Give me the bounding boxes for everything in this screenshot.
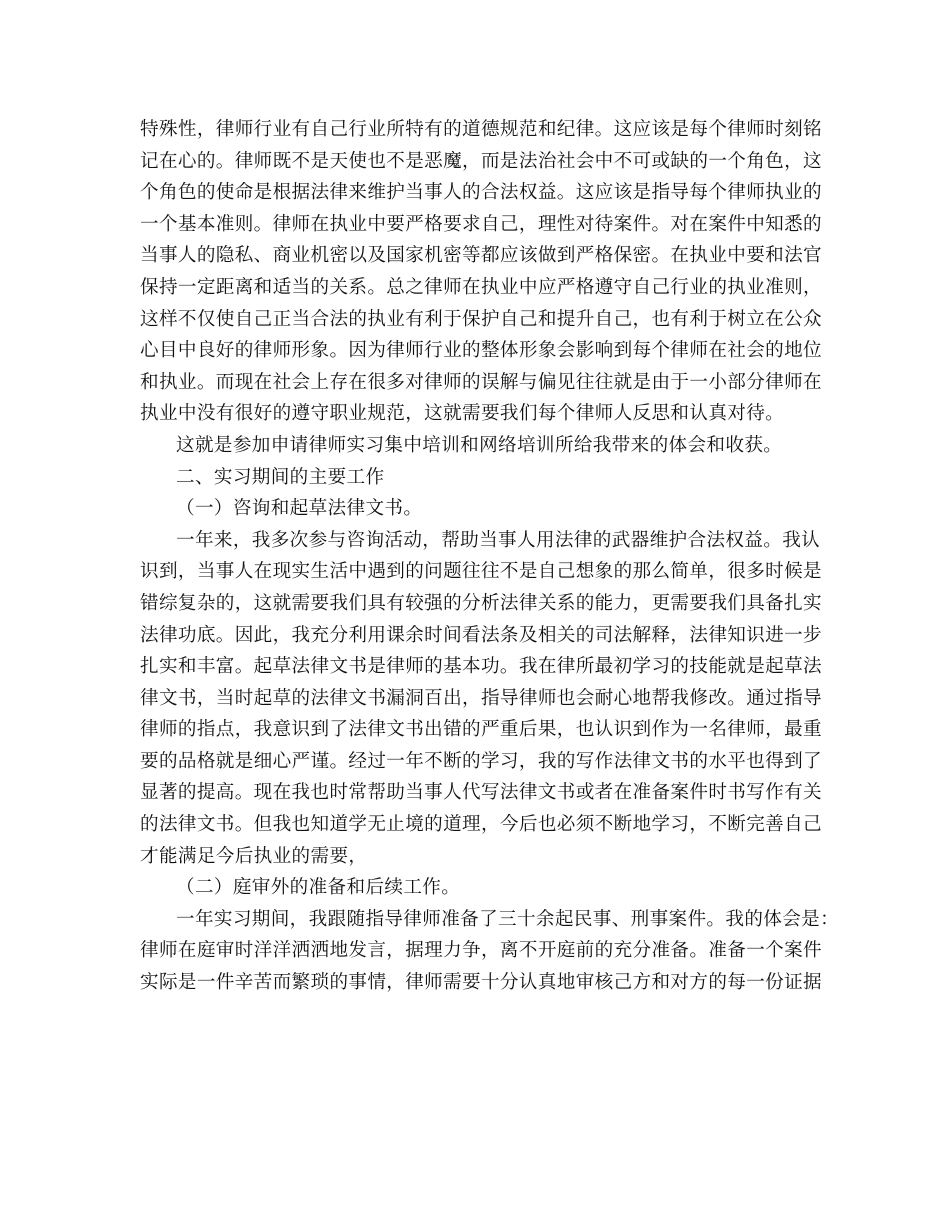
text-line: 特殊性，律师行业有自己行业所特有的道德规范和纪律。这应该是每个律师时刻铭 — [140, 119, 822, 140]
text-line: 才能满足今后执业的需要， — [140, 845, 368, 867]
text-line: 错综复杂的，这就需要我们具有较强的分析法律关系的能力，更需要我们具备扎实 — [140, 592, 822, 614]
text-line: 和执业。而现在社会上存在很多对律师的误解与偏见往往就是由于一小部分律师在 — [140, 371, 822, 393]
text-line: 心目中良好的律师形象。因为律师行业的整体形象会影响到每个律师在社会的地位 — [140, 340, 822, 362]
text-line: 律师在庭审时洋洋洒洒地发言，据理力争，离不开庭前的充分准备。准备一个案件 — [140, 940, 822, 962]
text-line: 显著的提高。现在我也时常帮助当事人代写法律文书或者在准备案件时书写作有关 — [140, 782, 822, 804]
text-line: 要的品格就是细心严谨。经过一年不断的学习，我的写作法律文书的水平也得到了 — [140, 750, 822, 772]
text-line: 扎实和丰富。起草法律文书是律师的基本功。我在律所最初学习的技能就是起草法 — [140, 656, 822, 678]
text-line: 执业中没有很好的遵守职业规范，这就需要我们每个律师人反思和认真对待。 — [140, 403, 785, 425]
text-line: 记在心的。律师既不是天使也不是恶魔，而是法治社会中不可或缺的一个角色，这 — [140, 150, 822, 172]
text-line: 这样不仅使自己正当合法的执业有利于保护自己和提升自己，也有利于树立在公众 — [140, 308, 822, 330]
document-body — [140, 114, 840, 999]
paragraph-consulting — [140, 525, 820, 873]
text-line: 的法律文书。但我也知道学无止境的道理，今后也必须不断地学习，不断完善自己 — [140, 814, 822, 836]
paragraph-preparation — [140, 904, 840, 999]
text-line: 个角色的使命是根据法律来维护当事人的合法权益。这应该是指导每个律师执业的 — [140, 182, 822, 204]
text-line: 法律功底。因此，我充分利用课余时间看法条及相关的司法解释，法律知识进一步 — [140, 624, 822, 646]
text-line: 识到，当事人在现实生活中遇到的问题往往不是自己想象的那么简单，很多时候是 — [140, 561, 822, 583]
text-line: 实际是一件辛苦而繁琐的事情，律师需要十分认真地审核己方和对方的每一份证据 — [140, 972, 822, 994]
text-line: 当事人的隐私、商业机密以及国家机密等都应该做到严格保密。在执业中要和法官 — [140, 245, 822, 267]
section-heading: 二、实习期间的主要工作 — [176, 466, 385, 488]
text-line: 一年来，我多次参与咨询活动，帮助当事人用法律的武器维护合法权益。我认 — [176, 529, 821, 551]
subsection-heading-preparation: （二）庭审外的准备和后续工作。 — [176, 877, 461, 899]
subsection-heading-consulting: （一）咨询和起草法律文书。 — [176, 498, 423, 520]
text-line: 一年实习期间，我跟随指导律师准备了三十余起民事、刑事案件。我的体会是： — [176, 908, 840, 930]
text-line: 一个基本准则。律师在执业中要严格要求自己，理性对待案件。对在案件中知悉的 — [140, 213, 822, 235]
text-line: 保持一定距离和适当的关系。总之律师在执业中应严格遵守自己行业的执业准则， — [140, 276, 822, 298]
text-line: 律师的指点，我意识到了法律文书出错的严重后果，也认识到作为一名律师，最重 — [140, 719, 822, 741]
paragraph-continuation — [140, 114, 820, 430]
text-line: 律文书，当时起草的法律文书漏洞百出，指导律师也会耐心地帮我修改。通过指导 — [140, 687, 822, 709]
summary-paragraph: 这就是参加申请律师实习集中培训和网络培训所给我带来的体会和收获。 — [176, 434, 783, 456]
